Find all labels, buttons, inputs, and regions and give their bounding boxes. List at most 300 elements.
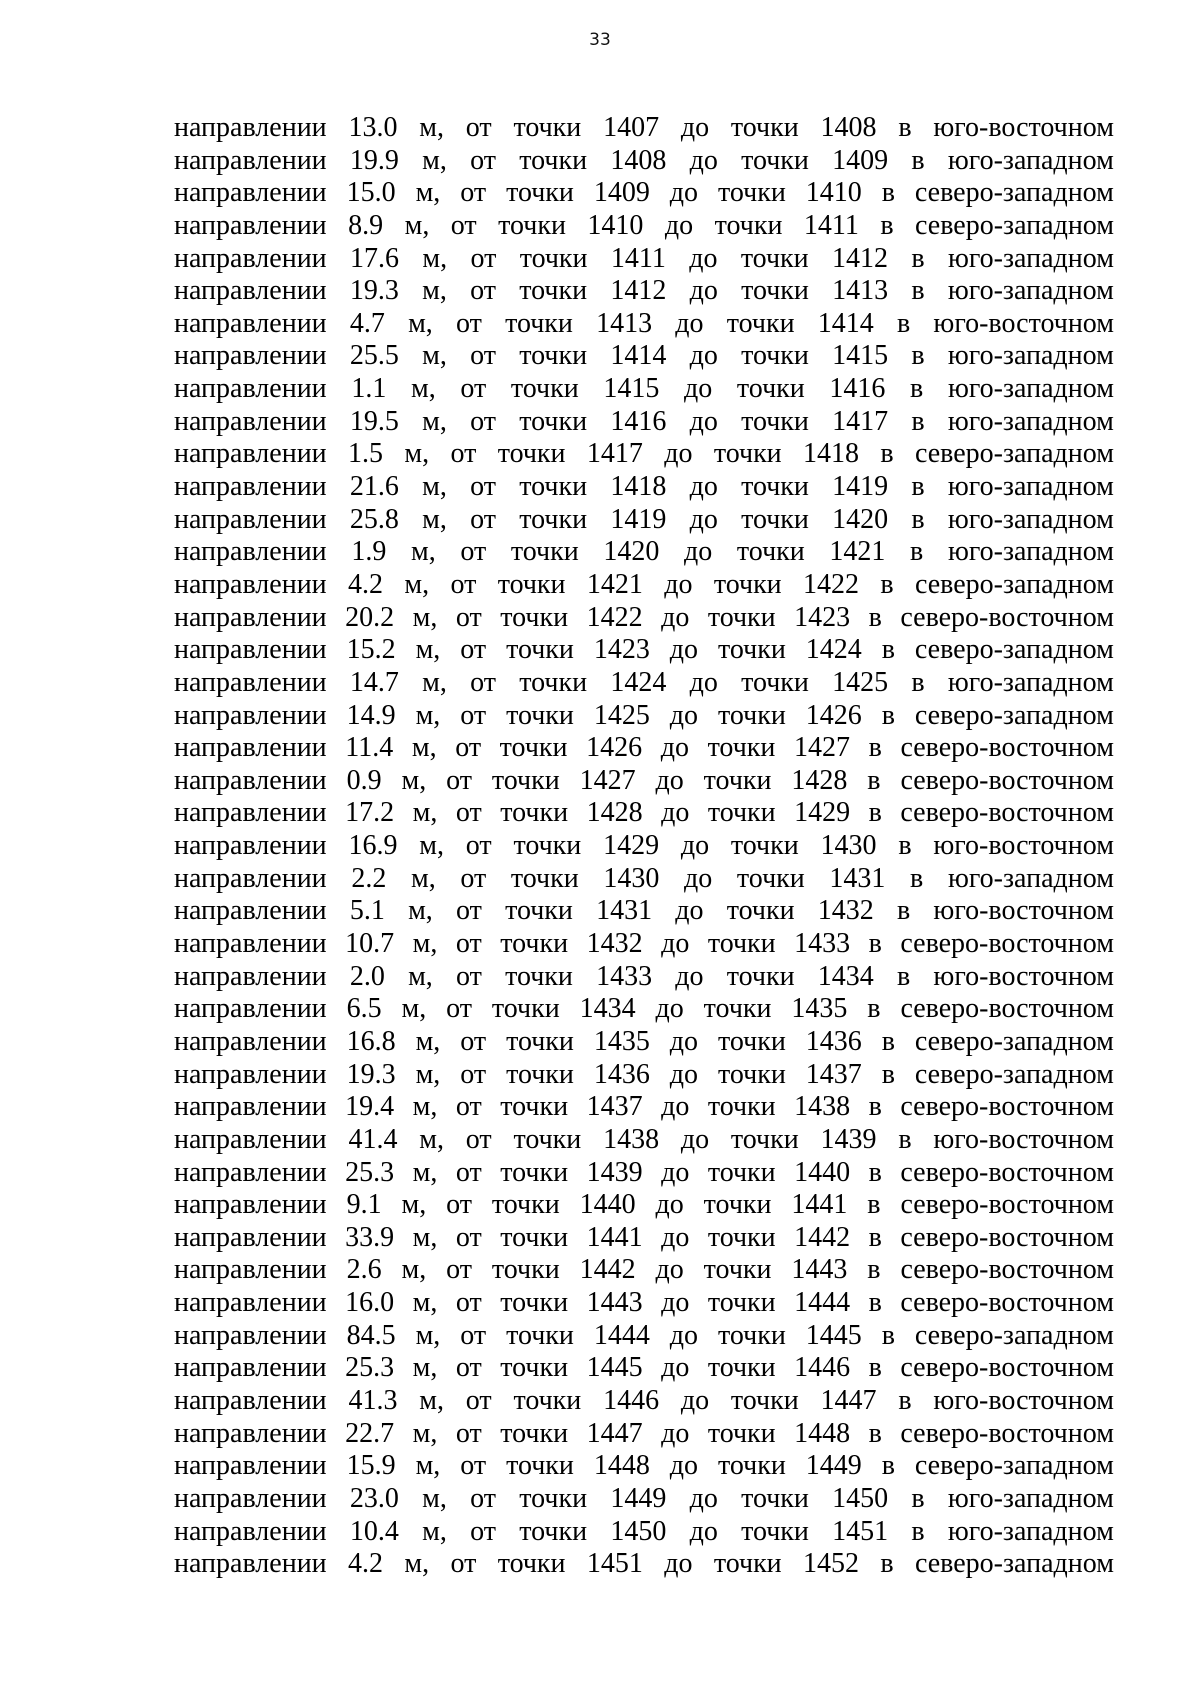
word: в <box>880 1548 894 1580</box>
word: 1448 <box>794 1417 851 1449</box>
word: точки <box>519 471 588 503</box>
word: до <box>669 1058 699 1090</box>
word: 1447 <box>586 1417 643 1449</box>
word: от <box>456 960 482 992</box>
word: 15.9 <box>346 1450 396 1482</box>
word: 15.2 <box>346 634 396 666</box>
word: до <box>689 503 718 535</box>
word: до <box>661 1417 690 1449</box>
word: точки <box>741 275 809 307</box>
word: точки <box>513 1384 582 1416</box>
word: 1441 <box>791 1189 848 1221</box>
word: 14.7 <box>349 666 399 698</box>
word: северо-западном <box>914 634 1114 666</box>
word: 1426 <box>586 732 643 764</box>
word: точки <box>718 634 786 666</box>
word: 1443 <box>791 1254 848 1286</box>
word: направлении <box>174 1482 327 1514</box>
word: 1412 <box>831 242 888 274</box>
word: точки <box>707 732 776 764</box>
text-line <box>174 275 1114 308</box>
word: точки <box>703 1189 772 1221</box>
word: направлении <box>174 405 327 437</box>
word: 1427 <box>793 732 850 764</box>
word: 25.5 <box>349 340 399 372</box>
word: м, <box>419 112 444 143</box>
text-line <box>174 308 1114 341</box>
word: м, <box>419 1384 444 1416</box>
word: северо-западном <box>914 1450 1114 1482</box>
word: 1.1 <box>351 373 387 405</box>
word: точки <box>519 242 588 274</box>
word: до <box>680 830 710 862</box>
word: от <box>446 764 472 796</box>
word: м, <box>408 307 433 339</box>
word: м, <box>415 634 441 666</box>
word: 1446 <box>794 1352 851 1384</box>
word: северо-восточном <box>900 1156 1114 1188</box>
word: до <box>664 438 693 470</box>
word: в <box>898 830 912 862</box>
word: от <box>460 1058 487 1090</box>
word: направлении <box>174 1352 327 1384</box>
text-line <box>174 471 1114 504</box>
word: в <box>881 177 895 209</box>
word: направлении <box>174 568 327 600</box>
word: м, <box>422 340 447 372</box>
word: в <box>868 1352 882 1384</box>
word: точки <box>741 471 809 503</box>
word: м, <box>404 438 430 470</box>
word: точки <box>741 340 809 372</box>
word: точки <box>506 1450 574 1482</box>
word: от <box>455 797 482 829</box>
word: юго-восточном <box>933 895 1114 927</box>
word: м, <box>412 1352 438 1384</box>
text-line <box>174 1124 1114 1157</box>
word: в <box>911 1482 925 1514</box>
word: направлении <box>174 1384 327 1416</box>
word: 1418 <box>610 471 667 503</box>
text-line <box>174 1483 1114 1516</box>
word: северо-восточном <box>900 928 1114 960</box>
text-line <box>174 145 1114 178</box>
word: от <box>456 895 482 927</box>
word: точки <box>513 1123 582 1155</box>
word: юго-западном <box>947 373 1114 405</box>
word: м, <box>415 177 441 209</box>
word: точки <box>519 275 588 307</box>
word: направлении <box>174 960 327 992</box>
word: в <box>911 405 925 437</box>
word: до <box>689 666 718 698</box>
word: 1423 <box>593 634 650 666</box>
word: 16.9 <box>348 830 398 862</box>
word: 4.2 <box>348 568 384 600</box>
word: северо-западном <box>915 209 1114 241</box>
word: точки <box>707 1352 776 1384</box>
word: точки <box>726 307 795 339</box>
word: в <box>881 1025 895 1057</box>
word: 1417 <box>586 438 643 470</box>
word: направлении <box>174 1156 327 1188</box>
text-line <box>174 1385 1114 1418</box>
word: от <box>470 666 497 698</box>
word: северо-западном <box>914 1319 1114 1351</box>
word: юго-восточном <box>933 1123 1114 1155</box>
word: 1408 <box>610 144 667 176</box>
word: 1415 <box>603 373 660 405</box>
word: до <box>669 634 699 666</box>
word: 1417 <box>832 405 889 437</box>
text-line <box>174 830 1114 863</box>
text-line <box>174 1157 1114 1190</box>
text-line <box>174 602 1114 635</box>
word: направлении <box>174 895 327 927</box>
word: в <box>898 1123 912 1155</box>
word: м, <box>412 928 438 960</box>
word: юго-восточном <box>933 830 1114 862</box>
word: 1427 <box>579 764 636 796</box>
word: направлении <box>174 373 327 405</box>
word: юго-западном <box>947 275 1114 307</box>
word: 5.1 <box>349 895 385 927</box>
word: точки <box>510 862 579 894</box>
text-line <box>174 569 1114 602</box>
word: точки <box>513 112 582 143</box>
word: м, <box>401 1189 427 1221</box>
word: 19.4 <box>345 1091 395 1123</box>
word: точки <box>741 666 809 698</box>
word: м, <box>401 764 427 796</box>
word: точки <box>741 405 809 437</box>
text-line <box>174 1548 1114 1581</box>
word: 1422 <box>803 568 860 600</box>
word: 33.9 <box>345 1221 395 1253</box>
word: 16.8 <box>346 1025 396 1057</box>
text-line <box>174 993 1114 1026</box>
word: 1445 <box>805 1319 862 1351</box>
text-line <box>174 634 1114 667</box>
text-line <box>174 112 1114 145</box>
word: 1424 <box>610 666 667 698</box>
word: до <box>664 1548 693 1580</box>
word: 1423 <box>794 601 851 633</box>
word: 1420 <box>603 536 660 568</box>
word: в <box>868 1417 882 1449</box>
word: до <box>669 177 699 209</box>
word: точки <box>713 438 782 470</box>
word: м, <box>415 1058 441 1090</box>
text-line <box>174 961 1114 994</box>
word: м, <box>419 1123 444 1155</box>
word: точки <box>736 536 805 568</box>
word: точки <box>506 699 574 731</box>
word: м, <box>404 1548 430 1580</box>
word: м, <box>408 960 433 992</box>
word: до <box>669 1450 699 1482</box>
word: точки <box>513 830 582 862</box>
word: 1407 <box>603 112 660 143</box>
word: 1452 <box>803 1548 860 1580</box>
word: 1439 <box>586 1156 643 1188</box>
word: до <box>684 373 713 405</box>
word: в <box>880 568 894 600</box>
word: в <box>898 112 912 143</box>
word: от <box>470 471 497 503</box>
word: 1411 <box>610 242 666 274</box>
word: от <box>455 1352 482 1384</box>
word: от <box>470 503 497 535</box>
word: 23.0 <box>349 1482 399 1514</box>
word: 1424 <box>805 634 862 666</box>
word: 1428 <box>791 764 848 796</box>
word: до <box>689 275 718 307</box>
text-line <box>174 1287 1114 1320</box>
word: направлении <box>174 438 327 470</box>
word: 1444 <box>593 1319 650 1351</box>
word: 17.6 <box>350 242 400 274</box>
word: точки <box>491 764 560 796</box>
word: в <box>881 1058 895 1090</box>
word: м, <box>412 1287 438 1319</box>
word: до <box>661 797 690 829</box>
word: 1413 <box>832 275 889 307</box>
word: 0.9 <box>346 764 382 796</box>
word: точки <box>519 340 588 372</box>
word: точки <box>491 1189 560 1221</box>
word: от <box>446 993 472 1025</box>
text-line <box>174 1320 1114 1353</box>
text-line <box>174 504 1114 537</box>
word: от <box>460 699 487 731</box>
word: направлении <box>174 1417 327 1449</box>
word: 21.6 <box>349 471 399 503</box>
word: м, <box>411 732 437 764</box>
word: от <box>455 1417 482 1449</box>
word: 13.0 <box>348 112 398 143</box>
word: 1436 <box>593 1058 650 1090</box>
text-line <box>174 667 1114 700</box>
word: точки <box>500 1156 569 1188</box>
word: 14.9 <box>346 699 396 731</box>
word: в <box>911 340 925 372</box>
word: 1419 <box>610 503 667 535</box>
word: от <box>446 1254 472 1286</box>
word: от <box>460 1319 487 1351</box>
word: 25.8 <box>349 503 399 535</box>
word: 1437 <box>805 1058 862 1090</box>
word: 1428 <box>586 797 643 829</box>
word: 17.2 <box>345 797 395 829</box>
word: 1444 <box>794 1287 851 1319</box>
text-line <box>174 536 1114 569</box>
word: от <box>470 1515 497 1547</box>
word: юго-западном <box>947 405 1114 437</box>
word: 1446 <box>603 1384 660 1416</box>
word: 4.2 <box>348 1548 384 1580</box>
word: точки <box>519 144 588 176</box>
word: до <box>655 1189 684 1221</box>
word: направлении <box>174 307 327 339</box>
word: до <box>661 1156 690 1188</box>
word: точки <box>718 699 786 731</box>
word: направлении <box>174 732 327 764</box>
word: 1413 <box>596 307 653 339</box>
word: северо-восточном <box>900 732 1114 764</box>
text-line <box>174 1091 1114 1124</box>
word: точки <box>500 1091 569 1123</box>
word: направлении <box>174 144 327 176</box>
word: до <box>684 862 713 894</box>
word: 1433 <box>596 960 653 992</box>
word: 1409 <box>832 144 889 176</box>
word: направлении <box>174 177 327 209</box>
word: точки <box>713 568 782 600</box>
word: точки <box>707 1156 776 1188</box>
word: до <box>689 242 718 274</box>
word: 41.3 <box>348 1384 398 1416</box>
word: от <box>460 634 487 666</box>
word: юго-западном <box>947 862 1114 894</box>
word: в <box>911 471 925 503</box>
word: 2.0 <box>349 960 385 992</box>
word: от <box>465 1123 492 1155</box>
word: юго-восточном <box>933 307 1114 339</box>
word: 9.1 <box>346 1189 382 1221</box>
word: до <box>669 1319 699 1351</box>
word: направлении <box>174 1254 327 1286</box>
text-line <box>174 1222 1114 1255</box>
word: до <box>680 1123 710 1155</box>
word: юго-восточном <box>933 1384 1114 1416</box>
word: м, <box>422 1515 447 1547</box>
text-line <box>174 1352 1114 1385</box>
word: 1410 <box>587 209 644 241</box>
word: точки <box>741 1515 809 1547</box>
word: 2.2 <box>351 862 387 894</box>
word: точки <box>506 1025 574 1057</box>
word: точки <box>718 1450 786 1482</box>
word: от <box>455 1221 482 1253</box>
word: в <box>867 1189 881 1221</box>
word: точки <box>707 928 776 960</box>
word: 1.9 <box>351 536 387 568</box>
word: до <box>675 307 704 339</box>
word: 1448 <box>593 1450 650 1482</box>
word: в <box>881 1319 895 1351</box>
word: точки <box>506 1058 574 1090</box>
word: точки <box>707 1287 776 1319</box>
word: 1438 <box>603 1123 660 1155</box>
word: точки <box>505 307 573 339</box>
word: точки <box>519 666 588 698</box>
word: северо-восточном <box>900 1352 1114 1384</box>
text-line <box>174 243 1114 276</box>
word: северо-западном <box>914 177 1114 209</box>
word: до <box>669 1025 699 1057</box>
word: от <box>470 1482 497 1514</box>
word: от <box>460 862 487 894</box>
word: 10.7 <box>345 928 395 960</box>
word: точки <box>730 1384 799 1416</box>
word: точки <box>707 1417 776 1449</box>
word: 1425 <box>593 699 650 731</box>
word: точки <box>500 928 569 960</box>
word: 1419 <box>832 471 889 503</box>
word: от <box>470 405 497 437</box>
word: от <box>455 1091 482 1123</box>
word: 15.0 <box>346 177 396 209</box>
word: в <box>880 438 894 470</box>
word: м, <box>401 1254 427 1286</box>
word: 1443 <box>586 1287 643 1319</box>
word: до <box>680 1384 710 1416</box>
word: м, <box>404 568 430 600</box>
text-line <box>174 438 1114 471</box>
word: 1441 <box>586 1221 643 1253</box>
word: до <box>661 1091 690 1123</box>
word: в <box>911 503 925 535</box>
word: 11.4 <box>345 732 394 764</box>
word: от <box>470 242 497 274</box>
word: 22.7 <box>345 1417 395 1449</box>
word: точки <box>505 960 573 992</box>
text-line <box>174 1418 1114 1451</box>
body-text <box>174 112 1114 1581</box>
word: направлении <box>174 1025 327 1057</box>
word: 1414 <box>817 307 874 339</box>
text-line <box>174 340 1114 373</box>
word: точки <box>703 993 772 1025</box>
word: 1430 <box>603 862 660 894</box>
text-line <box>174 210 1114 243</box>
page-number: 33 <box>589 30 611 50</box>
word: 1.5 <box>348 438 384 470</box>
word: 1414 <box>610 340 667 372</box>
word: точки <box>718 1025 786 1057</box>
word: точки <box>718 1319 786 1351</box>
word: 1442 <box>579 1254 636 1286</box>
word: до <box>675 895 704 927</box>
word: до <box>689 405 718 437</box>
word: до <box>661 1221 690 1253</box>
word: 2.6 <box>346 1254 382 1286</box>
word: направлении <box>174 1548 327 1580</box>
word: 1416 <box>829 373 886 405</box>
word: северо-западном <box>914 1025 1114 1057</box>
word: точки <box>707 797 776 829</box>
word: до <box>664 568 693 600</box>
word: до <box>661 928 690 960</box>
word: 1429 <box>603 830 660 862</box>
word: юго-западном <box>947 1482 1114 1514</box>
word: от <box>470 275 497 307</box>
word: 1415 <box>832 340 889 372</box>
text-line <box>174 406 1114 439</box>
word: направлении <box>174 1515 327 1547</box>
word: 20.2 <box>345 601 395 633</box>
word: точки <box>500 1417 569 1449</box>
word: 1422 <box>586 601 643 633</box>
word: 1439 <box>820 1123 877 1155</box>
word: м, <box>412 1417 438 1449</box>
word: 1440 <box>579 1189 636 1221</box>
word: северо-восточном <box>900 601 1114 633</box>
word: направлении <box>174 1091 327 1123</box>
word: от <box>470 340 497 372</box>
word: точки <box>707 1091 776 1123</box>
